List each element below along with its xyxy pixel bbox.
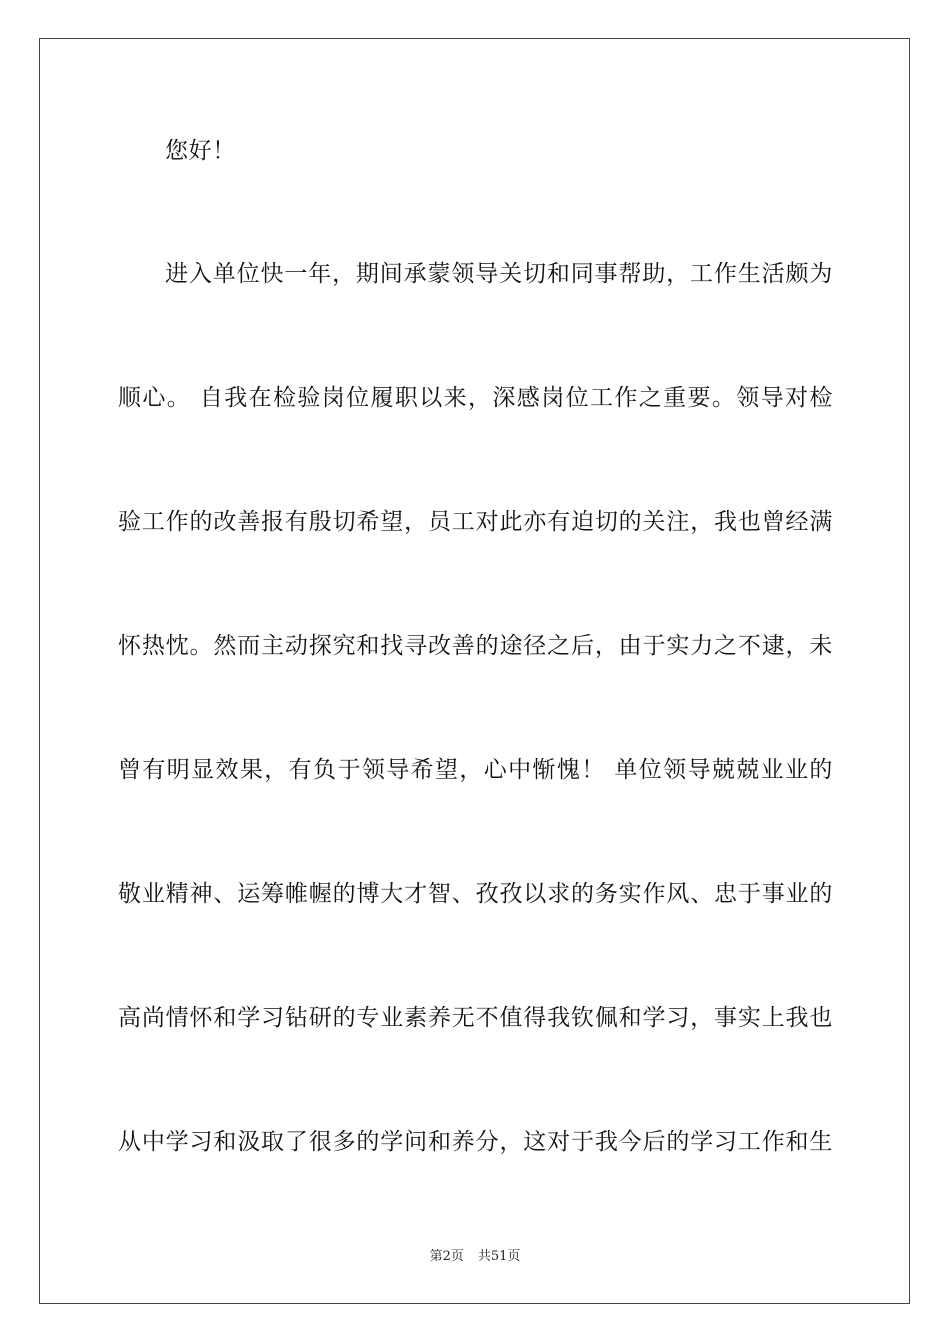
page-number: 第2页 <box>429 1249 464 1264</box>
paragraph-line: 验工作的改善报有殷切希望，员工对此亦有迫切的关注，我也曾经满 <box>118 509 833 535</box>
greeting-line: 您好！ <box>165 138 236 164</box>
paragraph-line: 从中学习和汲取了很多的学问和养分，这对于我今后的学习工作和生 <box>118 1129 833 1155</box>
page-total: 共51页 <box>477 1249 521 1264</box>
paragraph-line: 曾有明显效果，有负于领导希望，心中惭愧！ 单位领导兢兢业业的 <box>118 757 833 783</box>
paragraph-line: 顺心。 自我在检验岗位履职以来，深感岗位工作之重要。领导对检 <box>118 385 833 411</box>
paragraph-line: 敬业精神、运筹帷幄的博大才智、孜孜以求的务实作风、忠于事业的 <box>118 881 833 907</box>
paragraph-line: 怀热忱。然而主动探究和找寻改善的途径之后，由于实力之不逮，未 <box>118 633 833 659</box>
paragraph-line: 高尚情怀和学习钻研的专业素养无不值得我钦佩和学习，事实上我也 <box>118 1005 833 1031</box>
page-footer <box>0 1248 950 1266</box>
page-frame <box>39 38 910 1304</box>
paragraph-line: 进入单位快一年，期间承蒙领导关切和同事帮助，工作生活颇为 <box>165 261 833 287</box>
